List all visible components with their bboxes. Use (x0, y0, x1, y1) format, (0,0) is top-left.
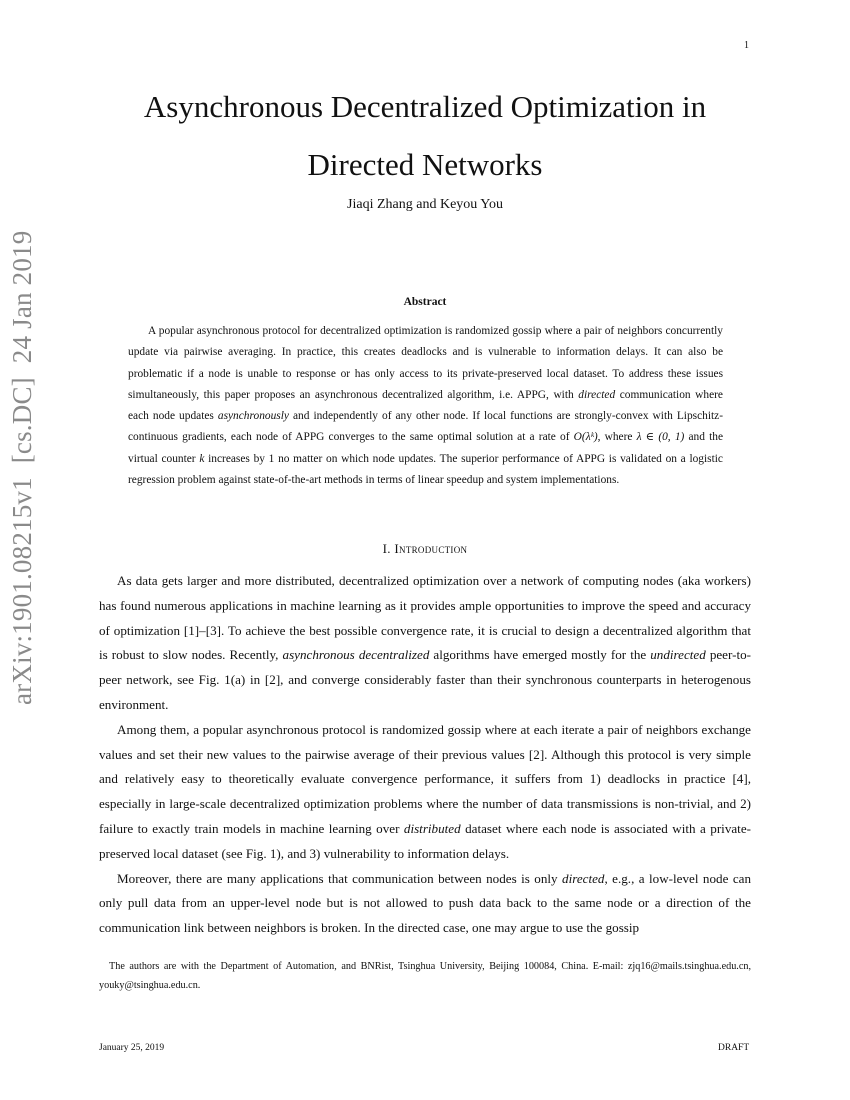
paragraph-emphasis: undirected (650, 647, 706, 663)
footnote (99, 958, 751, 995)
arxiv-stamp: arXiv:1901.08215v1 [cs.DC] 24 Jan 2019 (7, 230, 37, 705)
paragraph-emphasis: asynchronous decentralized (282, 647, 430, 663)
paragraph-3 (99, 867, 751, 941)
paragraph-text: , e.g., a low-level node can only pull data from an upper-level node but is not allowed to push data back to the same node or a direction of the communication link between neighbors is broken. In the directed case, one may argue to use the gossip (99, 870, 751, 936)
abstract-text: communication where each node updates (128, 388, 723, 423)
abstract-emphasis: asynchronously (217, 410, 289, 423)
abstract-emphasis: directed (578, 388, 616, 401)
math-k: k (199, 452, 205, 465)
paragraph-emphasis: distributed (403, 820, 461, 836)
page-number: 1 (744, 40, 749, 51)
abstract-text: , where (597, 431, 637, 444)
footnote-text: The authors are with the Department of Automation, and BNRist, Tsinghua University, Beijing 100084, China. E-mail: zjq16@mails.tsinghua.edu.cn, youky@tsinghua.edu.cn. (99, 961, 751, 991)
footer-draft-label: DRAFT (718, 1043, 750, 1053)
abstract-text: and independently of any other node. If local functions are strongly-convex with Lipschitz-continuous gradients, each node of APPG converges to the same optimal solution at a rate of (128, 410, 724, 444)
paragraph-text: Moreover, there are many applications that communication between nodes is only (117, 870, 563, 886)
section-number: I. (382, 541, 391, 556)
abstract-text: A popular asynchronous protocol for decentralized optimization is randomized gossip where a pair of neighbors concurrently update via pairwise averaging. In practice, this creates deadlocks and is vulnerable to information delays. It can also be problematic if a node is unable to response or has only access to its private-preserved local dataset. To address these issues simultaneously, this paper proposes an asynchronous decentralized algorithm, i.e. APPG, with (128, 325, 723, 401)
paragraph-text: dataset where each node is associated with a private-preserved local dataset (see Fig. 1), and 3) vulnerability to information delays. (99, 820, 751, 861)
abstract-body (128, 321, 723, 491)
footer-date: January 25, 2019 (99, 1043, 165, 1053)
authors: Jiaqi Zhang and Keyou You (347, 197, 503, 212)
abstract-heading: Abstract (403, 296, 447, 308)
section-title: Introduction (394, 541, 468, 556)
section-heading-introduction (60, 541, 790, 557)
abstract-text: and the virtual counter (128, 431, 723, 465)
paragraph-text: Among them, a popular asynchronous protocol is randomized gossip where at each iterate a pair of neighbors exchange values and set their new values to the pairwise average of their previous values [2]. Although this protocol is very simple and relatively easy to theoretically evaluate convergence performance, it suffers from 1) deadlocks in practice [4], especially in large-scale decentralized optimization problems where the number of data transmissions is non-trivial, and 2) failure to exactly train models in machine learning over (99, 721, 751, 836)
math-rate: O(λᵏ) (573, 431, 598, 444)
paragraph-1 (99, 569, 751, 718)
title-line-2: Directed Networks (307, 147, 543, 182)
math-lambda-range: λ ∈ (0, 1) (636, 431, 685, 444)
paragraph-2 (99, 718, 751, 867)
paper-title (60, 78, 790, 194)
paragraph-emphasis: directed (562, 870, 605, 886)
paragraph-text: peer-to-peer network, see Fig. 1(a) in [2], and converge considerably faster than their synchronous counterparts in heterogenous environment. (99, 647, 751, 712)
paragraph-text: As data gets larger and more distributed, decentralized optimization over a network of computing nodes (aka workers) has found numerous applications in machine learning as it provides ample opportunities to improve the speed and accuracy of optimization [1]–[3]. To achieve the best possible convergence rate, it is crucial to design a decentralized algorithm that is robust to slow nodes. Recently, (99, 573, 751, 663)
paragraph-text: algorithms have emerged mostly for the (429, 647, 651, 663)
title-line-1: Asynchronous Decentralized Optimization in (143, 89, 707, 124)
abstract-text: increases by 1 no matter on which node updates. The superior performance of APPG is validated on a logistic regression problem against state-of-the-art methods in terms of linear speedup and system implementations. (128, 452, 723, 487)
introduction-body (99, 569, 751, 941)
